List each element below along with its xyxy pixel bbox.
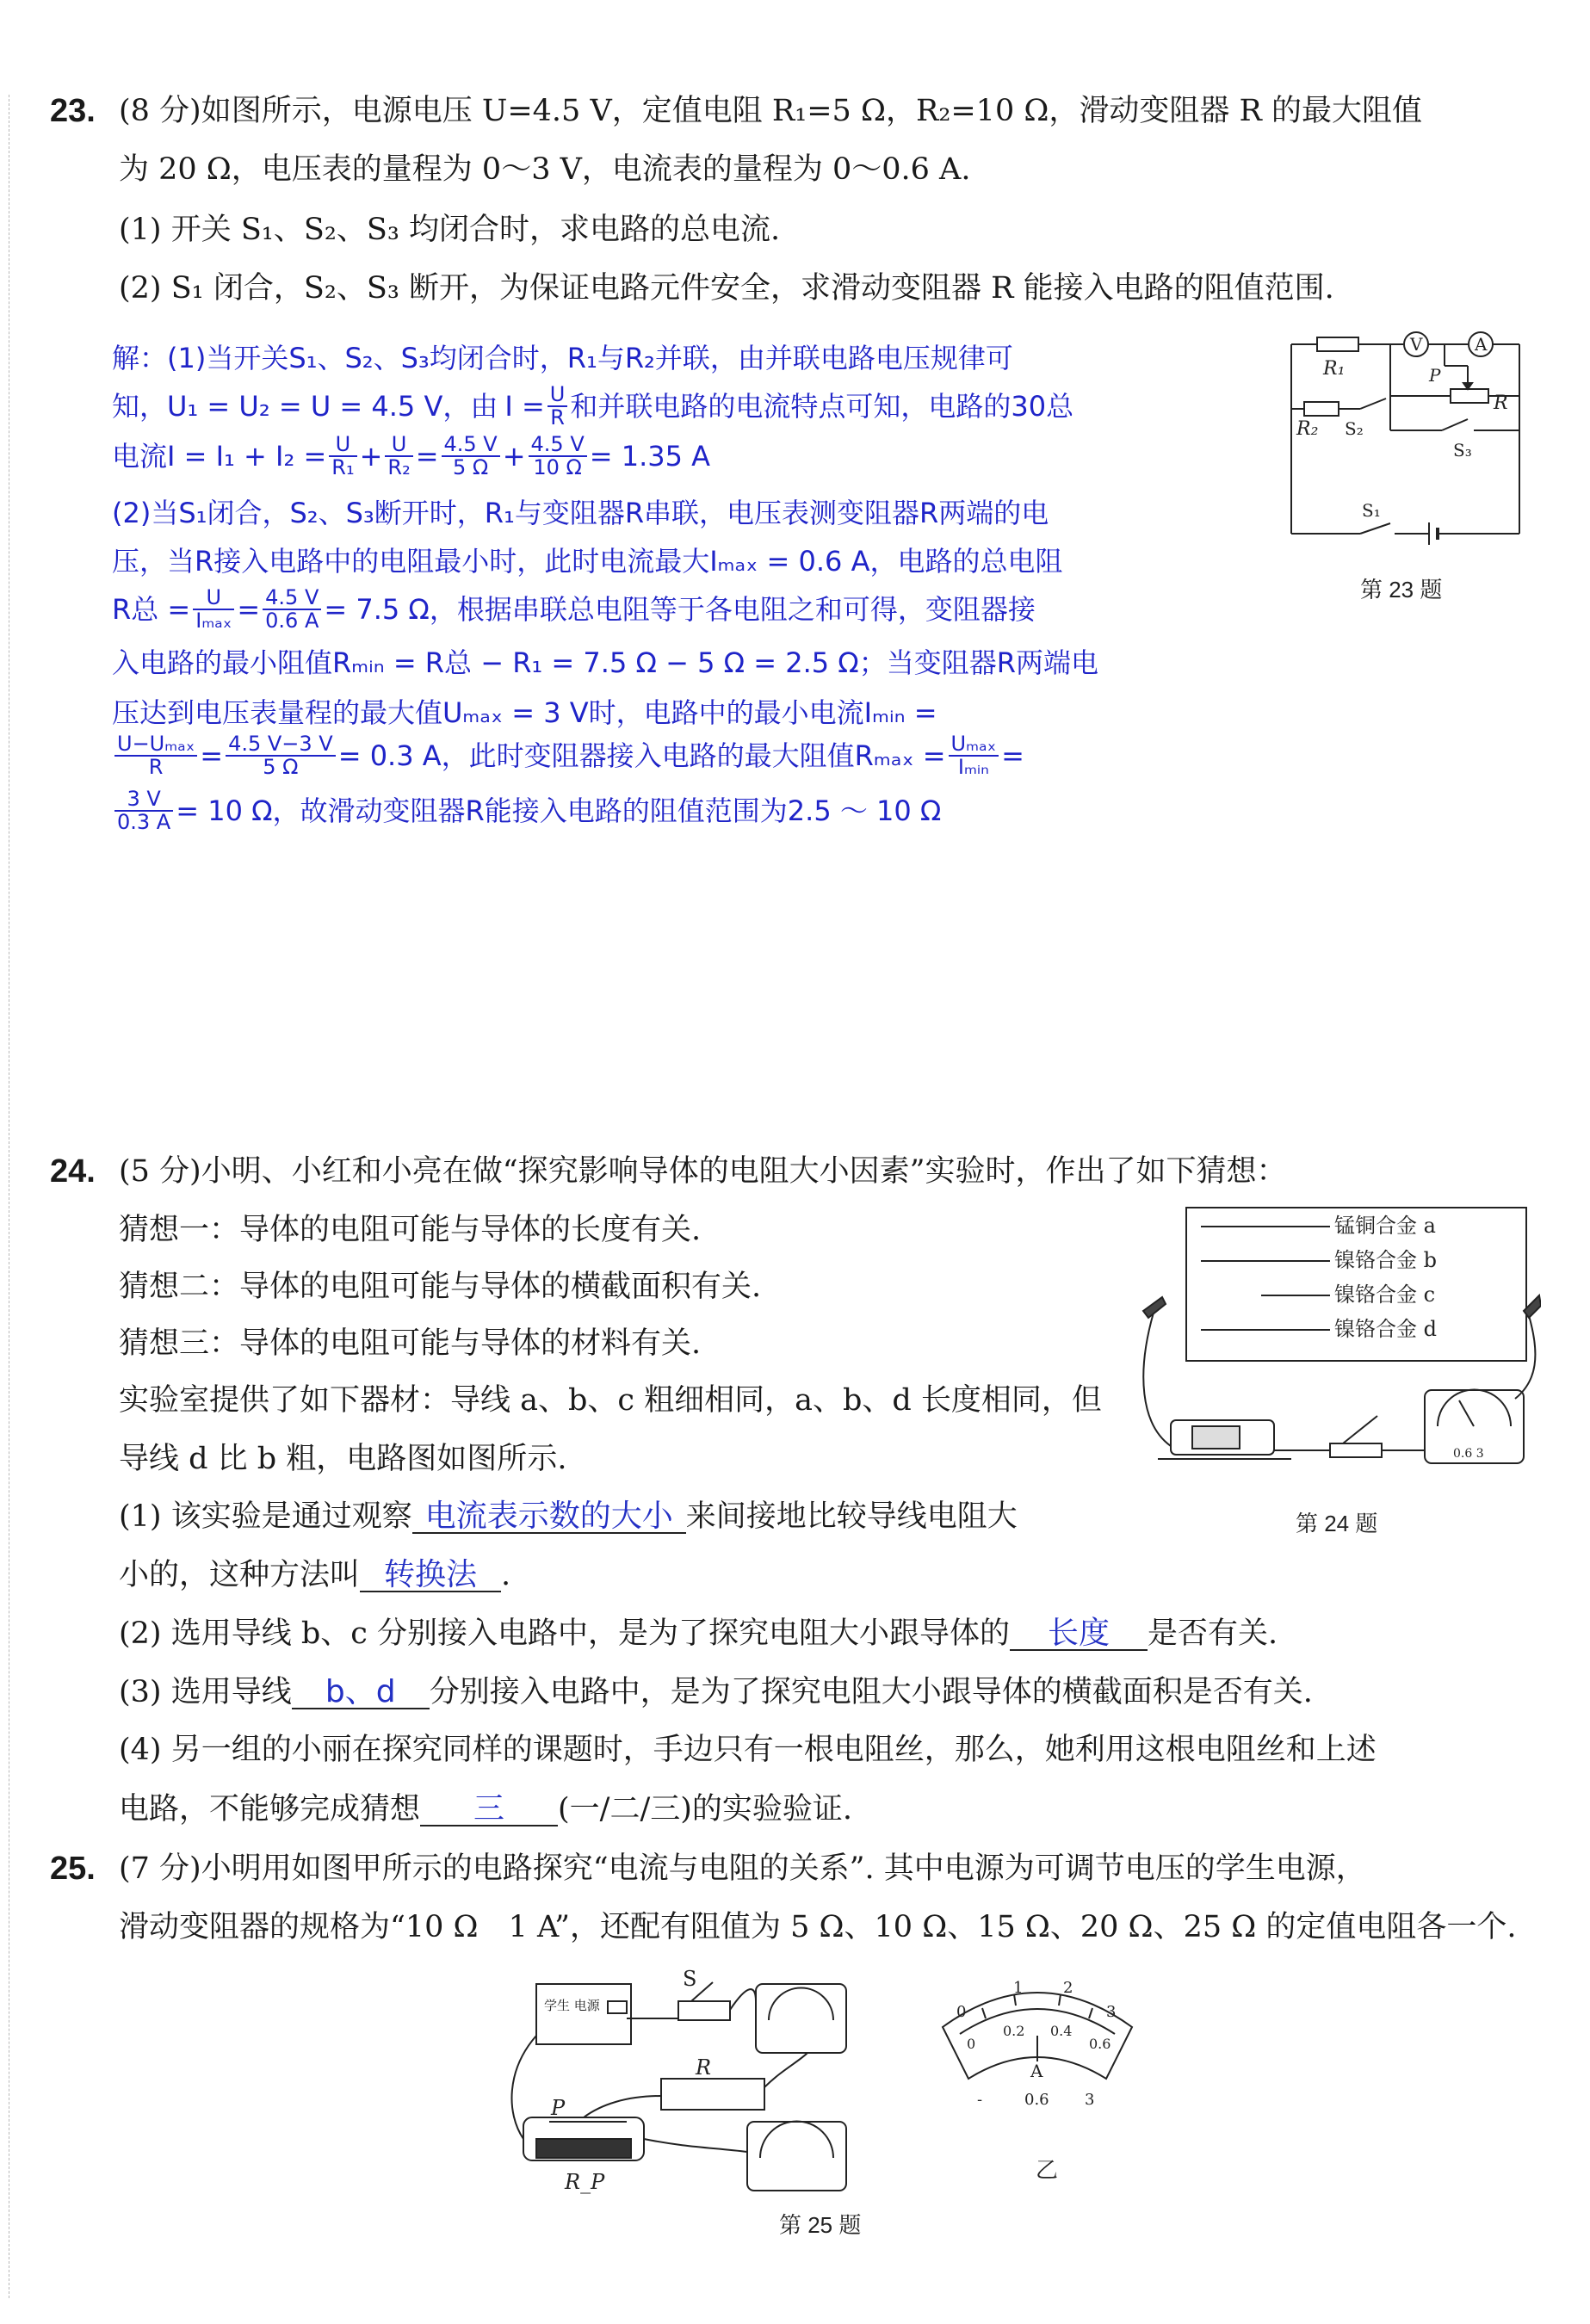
- solution-line: 压，当R接入电路中的电阻最小时，此时电流最大Iₘₐₓ = 0.6 A，电路的总电阻: [112, 545, 1063, 578]
- s2-label: S₂: [1345, 418, 1364, 439]
- solution-text: 电流I = I₁ + I₂ =: [112, 440, 327, 473]
- fraction-numerator: 4.5 V−3 V: [226, 733, 336, 757]
- question-intro: (5 分)小明、小红和小亮在做“探究影响导体的电阻大小因素”实验时，作出了如下猜想：: [119, 1154, 1287, 1189]
- part-3: [119, 1674, 1313, 1709]
- figure-caption: 第 24 题: [1296, 1511, 1378, 1536]
- handwritten-answer: 三: [473, 1791, 505, 1826]
- part-text: (3) 选用导线: [119, 1675, 292, 1709]
- switch-label: S: [683, 1967, 697, 1991]
- solution-line: 入电路的最小阻值Rₘᵢₙ = R总 − R₁ = 7.5 Ω − 5 Ω = 2.5 Ω；当变阻器R两端电: [112, 646, 1098, 679]
- slider-p-label: P: [1429, 365, 1441, 386]
- answer-blank: [1010, 1618, 1148, 1651]
- handwritten-answer: 电流表示数的大小: [424, 1499, 673, 1534]
- fraction-numerator: U: [193, 587, 234, 610]
- answer-blank: [412, 1501, 686, 1534]
- fraction-denominator: Iₘᵢₙ: [957, 755, 989, 780]
- figure-caption: 第 23 题: [1360, 577, 1443, 603]
- solution-text: 知，U₁ = U₂ = U = 4.5 V，由: [112, 390, 498, 423]
- rheostat-label: R_P: [565, 2170, 605, 2194]
- answer-blank: [292, 1674, 430, 1709]
- fraction-numerator: U−Uₘₐₓ: [114, 733, 197, 757]
- solution-text: I =: [504, 390, 545, 423]
- fraction: [193, 587, 234, 632]
- solution-line: [112, 733, 1024, 778]
- part-text: (2) 选用导线 b、c 分别接入电路中，是为了探究电阻大小跟导体的: [119, 1616, 1010, 1651]
- part-text: 是否有关.: [1147, 1616, 1278, 1651]
- part-text: 来间接地比较导线电阻大: [685, 1499, 1018, 1534]
- fraction-denominator: R₂: [387, 455, 411, 480]
- part-text: .: [501, 1558, 511, 1592]
- scale-top-2: 2: [1063, 1979, 1073, 1997]
- r2-label: R₂: [1296, 418, 1319, 440]
- fraction: [548, 384, 568, 429]
- part-text: (1) 该实验是通过观察: [119, 1499, 412, 1534]
- answer-blank: [360, 1557, 501, 1592]
- voltmeter-label: V: [1410, 334, 1423, 355]
- fraction-numerator: 4.5 V: [529, 434, 587, 457]
- fraction: [385, 434, 412, 479]
- fraction-numerator: U: [329, 434, 356, 457]
- terminal-06: 0.6: [1024, 2091, 1049, 2109]
- solution-line: [112, 434, 710, 479]
- scale-top-0: 0: [956, 2003, 967, 2021]
- solution-text: =: [1001, 739, 1024, 773]
- fraction-denominator: 10 Ω: [533, 455, 582, 480]
- solution-text: =: [200, 739, 224, 773]
- part-text: (一/二/三)的实验验证.: [558, 1792, 853, 1826]
- part-1-cont: [119, 1557, 511, 1592]
- question-stem-line2: 滑动变阻器的规格为“10 Ω 1 A”，还配有阻值为 5 Ω、10 Ω、15 Ω、20 Ω、25 Ω 的定值电阻各一个.: [119, 1910, 1517, 1944]
- figure-label-yi: 乙: [1036, 2158, 1059, 2184]
- scale-bottom-0: 0: [967, 2036, 976, 2052]
- meter-figure-yi: [934, 1967, 1141, 2191]
- wire-label-b: 镍铬合金 b: [1334, 1248, 1437, 1272]
- s1-label: S₁: [1362, 500, 1381, 521]
- fraction-denominator: 5 Ω: [263, 755, 299, 780]
- part-text: 电路，不能够完成猜想: [119, 1792, 421, 1826]
- fraction: [226, 733, 336, 778]
- apparatus-diagram-24: [1136, 1201, 1541, 1485]
- fraction-denominator: Iₘₐₓ: [195, 609, 232, 634]
- figure-caption: 第 25 题: [779, 2212, 862, 2238]
- fraction-numerator: 4.5 V: [263, 587, 321, 610]
- fraction-denominator: 0.3 A: [117, 810, 171, 835]
- solution-text: =: [237, 593, 261, 627]
- voltmeter: [747, 2122, 846, 2191]
- question-stem-line1: (7 分)小明用如图甲所示的电路探究“电流与电阻的关系”. 其中电源为可调节电压的学生电源，: [119, 1851, 1366, 1886]
- part-4-cont: [119, 1791, 853, 1826]
- slider-label: P: [551, 2096, 566, 2120]
- solution-text: +: [502, 440, 526, 473]
- solution-text: R总 =: [112, 593, 191, 627]
- meter-unit: A: [1030, 2061, 1043, 2081]
- solution-line: [112, 587, 1036, 632]
- solution-text: = 7.5 Ω，根据串联总电阻等于各电阻之和可得，变阻器接: [324, 593, 1036, 627]
- guess-2: 猜想二：导体的电阻可能与导体的横截面积有关.: [119, 1270, 762, 1304]
- fraction: [442, 434, 500, 479]
- fraction-denominator: R: [550, 405, 565, 430]
- solution-text: =: [415, 440, 439, 473]
- solution-line: [112, 384, 1073, 429]
- scale-bottom-3: 0.6: [1089, 2036, 1111, 2052]
- scale-bottom-2: 0.4: [1050, 2023, 1073, 2039]
- question-number: 25.: [50, 1851, 96, 1887]
- part-2: (2) S₁ 闭合，S₂、S₃ 断开，为保证电路元件安全，求滑动变阻器 R 能接入电路的阻值范围.: [119, 271, 1334, 306]
- equipment-line2: 导线 d 比 b 粗，电路图如图所示.: [119, 1442, 567, 1476]
- s3-label: S₃: [1453, 440, 1472, 460]
- circuit-figure-jia: [498, 1967, 859, 2199]
- guess-3: 猜想三：导体的电阻可能与导体的材料有关.: [119, 1326, 702, 1361]
- handwritten-answer: 转换法: [384, 1557, 478, 1592]
- scale-bottom-1: 0.2: [1003, 2023, 1025, 2039]
- power-supply-label: 学生 电源: [544, 1998, 600, 2013]
- part-1: [119, 1501, 1018, 1534]
- fraction: [949, 733, 999, 778]
- solution-line: (2)当S₁闭合，S₂、S₃断开时，R₁与变阻器R串联，电压表测变阻器R两端的电: [112, 497, 1049, 529]
- part-2: [119, 1618, 1278, 1651]
- handwritten-answer: b、d: [325, 1674, 396, 1709]
- part-text: 分别接入电路中，是为了探究电阻大小跟导体的横截面积是否有关.: [429, 1675, 1313, 1709]
- scale-top-1: 1: [1013, 1979, 1024, 1997]
- switch-s: [678, 2001, 730, 2020]
- fraction-denominator: R: [148, 755, 164, 780]
- answer-blank: [420, 1791, 558, 1826]
- solution-line: 解：(1)当开关S₁、S₂、S₃均闭合时，R₁与R₂并联，由并联电路电压规律可: [112, 342, 1013, 374]
- fraction: [263, 587, 321, 632]
- fraction-denominator: 5 Ω: [452, 455, 489, 480]
- solution-text: = 1.35 A: [589, 440, 711, 473]
- fraction: [114, 788, 173, 833]
- solution-text: +: [359, 440, 383, 473]
- resistor-label: R: [696, 2055, 712, 2080]
- question-number: 23.: [50, 93, 96, 129]
- question-stem-line1: (8 分)如图所示，电源电压 U=4.5 V，定值电阻 R₁=5 Ω，R₂=10 Ω，滑动变阻器 R 的最大阻值: [119, 94, 1422, 128]
- question-number: 24.: [50, 1153, 96, 1190]
- fraction: [114, 733, 197, 778]
- fraction: [529, 434, 587, 479]
- resistor-r: [661, 2079, 764, 2110]
- rheostat-label: R: [1494, 392, 1508, 414]
- equipment-line1: 实验室提供了如下器材：导线 a、b、c 粗细相同，a、b、d 长度相同，但: [119, 1383, 1102, 1418]
- guess-1: 猜想一：导体的电阻可能与导体的长度有关.: [119, 1213, 702, 1247]
- fraction-numerator: 4.5 V: [442, 434, 500, 457]
- solution-text: = 10 Ω，故滑动变阻器R能接入电路的阻值范围为2.5 ～ 10 Ω: [176, 794, 942, 828]
- ammeter-terminal-label: 0.6 3: [1453, 1447, 1484, 1461]
- part-1: (1) 开关 S₁、S₂、S₃ 均闭合时，求电路的总电流.: [119, 213, 781, 247]
- fraction-numerator: 3 V: [114, 788, 173, 812]
- fraction-numerator: U: [548, 384, 568, 407]
- fraction-denominator: R₁: [331, 455, 355, 480]
- ammeter-label: A: [1475, 334, 1488, 355]
- solution-line: [112, 788, 941, 833]
- part-4: (4) 另一组的小丽在探究同样的课题时，手边只有一根电阻丝，那么，她利用这根电阻丝和上述: [119, 1733, 1377, 1767]
- scale-top-3: 3: [1106, 2003, 1117, 2021]
- fraction-denominator: 0.6 A: [265, 609, 319, 634]
- wire-label-d: 镍铬合金 d: [1334, 1317, 1437, 1341]
- solution-text: = 0.3 A，此时变阻器接入电路的最大阻值Rₘₐₓ =: [337, 739, 946, 773]
- solution-text: 和并联电路的电流特点可知，电路的30总: [570, 390, 1074, 423]
- handwritten-answer: 长度: [1047, 1616, 1110, 1651]
- wire-label-c: 镍铬合金 c: [1334, 1283, 1436, 1307]
- circuit-diagram-23: [1283, 323, 1532, 551]
- fraction: [329, 434, 356, 479]
- terminal-neg: -: [977, 2091, 983, 2109]
- solution-line: 压达到电压表量程的最大值Uₘₐₓ = 3 V时，电路中的最小电流Iₘᵢₙ =: [112, 696, 937, 729]
- r1-label: R₁: [1323, 358, 1346, 380]
- question-stem-line2: 为 20 Ω，电压表的量程为 0～3 V，电流表的量程为 0～0.6 A.: [119, 152, 971, 187]
- wire-label-a: 锰铜合金 a: [1334, 1214, 1436, 1238]
- part-text: 小的，这种方法叫: [119, 1558, 361, 1592]
- fraction-numerator: Uₘₐₓ: [949, 733, 999, 757]
- terminal-3: 3: [1085, 2091, 1095, 2109]
- fraction-numerator: U: [385, 434, 412, 457]
